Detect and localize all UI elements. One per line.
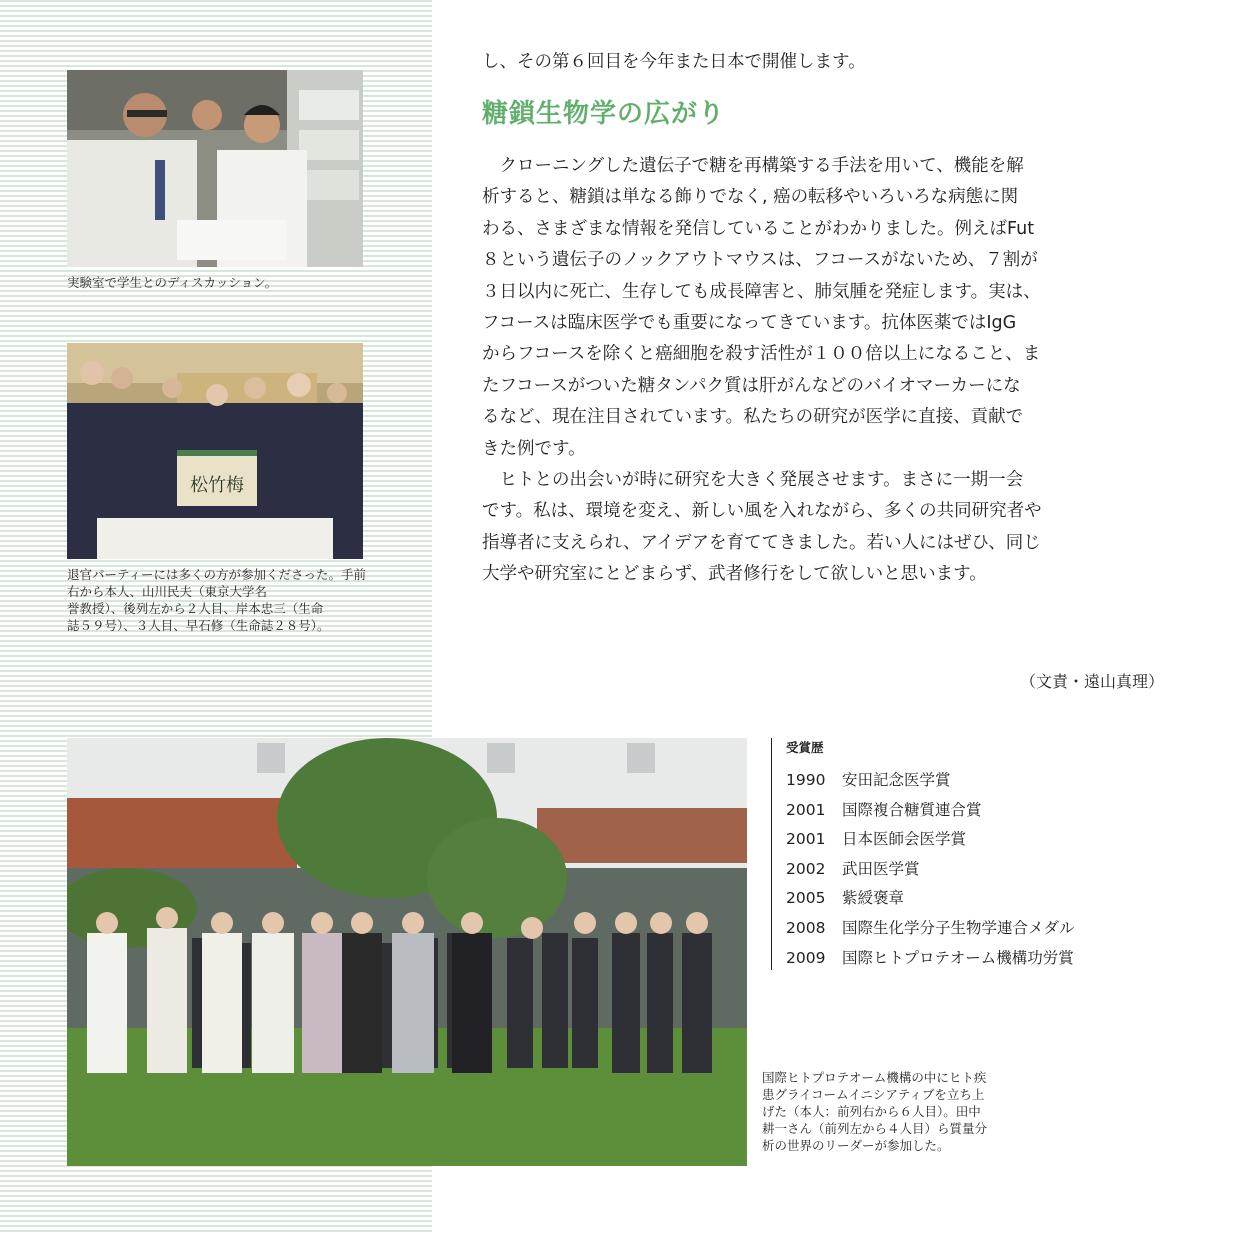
award-year: 2008: [786, 918, 826, 937]
list-item: [786, 884, 1131, 914]
lab-discussion-photo: [67, 70, 363, 267]
award-name: 国際複合糖質連合賞: [842, 800, 982, 819]
paragraph: ヒトとの出会いが時に研究を大きく発展させます。まさに一期一会 です。私は、環境を変え、新しい風を入れながら、多くの共同研究者や 指導者に支えられ、アイデアを育ててきました。若い人にはぜひ、同じ 大学や研究室にとどまらず、武者修行をして欲しいと思います。: [482, 470, 1042, 585]
award-name: 国際ヒトプロテオーム機構功労賞: [842, 948, 1074, 967]
award-name: 紫綬褒章: [842, 889, 905, 908]
retirement-party-photo: [67, 343, 363, 559]
list-item: [786, 796, 1131, 826]
award-name: 日本医師会医学賞: [842, 830, 967, 849]
award-year: 2001: [786, 830, 826, 849]
list-item: [786, 855, 1131, 885]
list-item: [786, 825, 1131, 855]
award-name: 武田医学賞: [842, 859, 920, 878]
award-year: 1990: [786, 771, 826, 789]
author-credit: （文責・遠山真理）: [1019, 672, 1164, 691]
list-item: [786, 944, 1131, 974]
sake-cask-label: 松竹梅: [190, 475, 244, 496]
award-year: 2002: [786, 859, 826, 878]
award-year: 2009: [786, 948, 826, 967]
paragraph: クローニングした遺伝子で糖を再構築する手法を用いて、機能を解 析すると、糖鎖は単なる飾りでなく, 癌の転移やいろいろな病態に関 わる、さまざまな情報を発信していることがわかりました。例えばFut ８という遺伝子のノックアウトマウスは、フコースがないため、７割が ３日以内に死亡、生存しても成長障害と、肺気腫を発症します。実は、 フコースは臨床医学でも重要になってきています。抗体医薬ではIgG からフコースを除くと癌細胞を殺す活性が１００倍以上になること、ま たフコースがついた糖タンパク質は肝がんなどのバイオマーカーにな るなど、現在注目されています。私たちの研究が医学に直接、貢献で きた例です。: [482, 156, 1041, 459]
list-item: [786, 766, 1131, 796]
award-name: 安田記念医学賞: [842, 771, 951, 789]
lab-photo-caption: 実験室で学生とのディスカッション。: [67, 275, 278, 290]
awards-title: 受賞歴: [786, 740, 824, 755]
awards-list-box: [771, 738, 1131, 970]
section-heading: 糖鎖生物学の広がり: [482, 99, 726, 129]
award-name: 国際生化学分子生物学連合メダル: [842, 918, 1075, 937]
awards-list: [786, 766, 1131, 973]
list-item: [786, 914, 1131, 944]
group-photo: [67, 738, 747, 1166]
lead-line: し、その第６回目を今年また日本で開催します。: [482, 52, 866, 72]
award-year: 2001: [786, 800, 826, 819]
award-year: 2005: [786, 889, 826, 908]
group-photo-caption: 国際ヒトプロテオーム機構の中にヒト疾 患グライコームイニシアティブを立ち上 げた（本人：前列右から６人目）。田中 耕一さん（前列左から４人目）ら質量分 析の世界のリーダーが参加した。: [762, 1070, 988, 1153]
party-photo-caption: 退官パーティーには多くの方が参加くださった。手前右から本人、山川民夫（東京大学名 誉教授）、後列左から２人目、岸本忠三（生命 誌５９号）、３人目、早石修（生命誌２８号）。: [67, 567, 367, 633]
article-body: [482, 151, 1182, 591]
